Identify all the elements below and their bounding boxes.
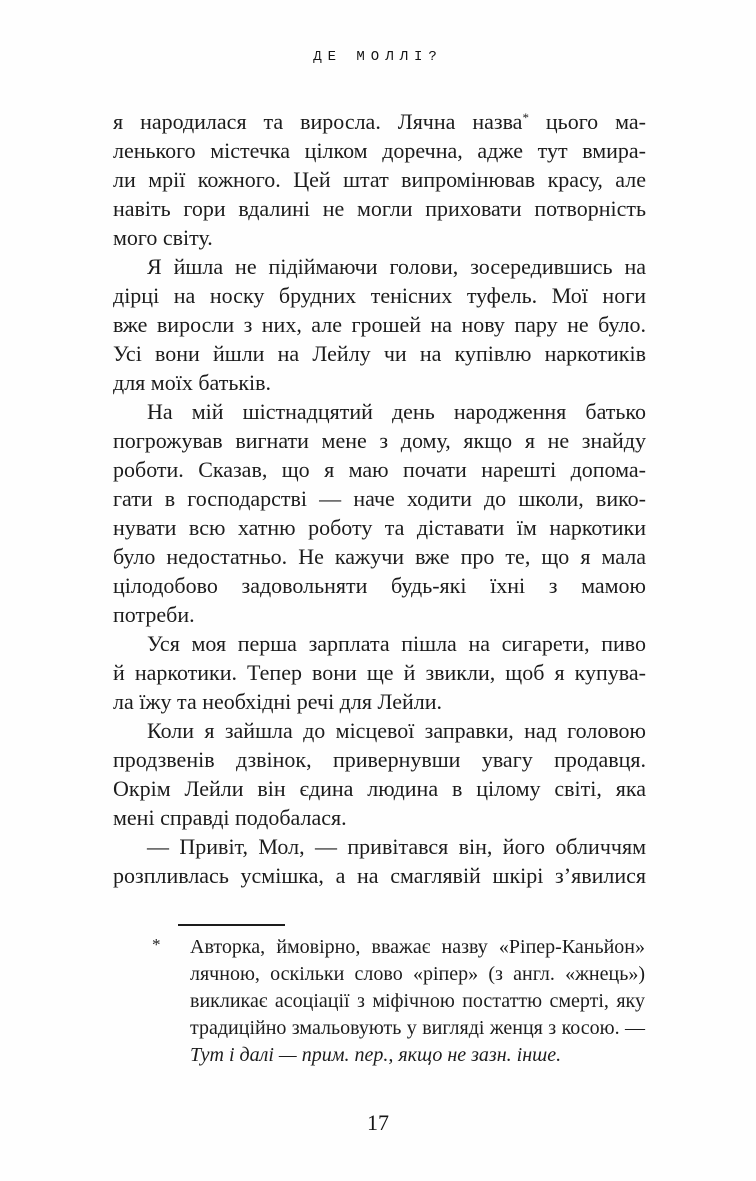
footnote-lines [190,934,645,1069]
footnote-divider [178,924,285,926]
text-line-p3-5: нувати всю хатню роботу та діставати їм наркотики [113,515,646,540]
text-line-p6-2: розпливлась усмішка, а на смаглявій шкірі з’явилися [113,863,646,888]
body-text [113,107,646,890]
footnote-line-5: Тут і далі — прим. пер., якщо не зазн. інше. [190,1044,562,1066]
page-number: 17 [367,1110,389,1135]
text-line-p1-1: я народилася та виросла. Лячна назва* цього ма- [113,109,646,134]
text-line-p5-4: мені справді подобалася. [113,805,347,830]
text-line-p1-5: мого світу. [113,225,213,250]
text-line-p5-1: Коли я зайшла до місцевої заправки, над головою [147,718,646,743]
text-line-p3-6: було недостатньо. Не кажучи вже про те, що я мала [113,544,646,569]
text-line-p4-1: Уся моя перша зарплата пішла на сигарети, пиво [147,631,646,656]
text-line-p4-2: й наркотики. Тепер вони ще й звикли, щоб я купува- [113,660,646,685]
text-line-p5-3: Окрім Лейли він єдина людина в цілому світі, яка [113,776,646,801]
footnote [152,934,645,1069]
text-line-p2-1: Я йшла не підіймаючи голови, зосередившись на [147,254,646,279]
text-line-p1-3: ли мрії кожного. Цей штат випромінював красу, але [113,167,646,192]
text-line-p3-8: потреби. [113,602,195,627]
text-line-p3-7: цілодобово задовольняти будь-які їхні з мамою [113,573,646,598]
text-line-p3-1: На мій шістнадцятий день народження батько [147,399,646,424]
text-line-p2-4: Усі вони йшли на Лейлу чи на купівлю наркотиків [113,341,646,366]
text-line-p2-2: дірці на носку брудних тенісних туфель. Мої ноги [113,283,646,308]
text-line-p6-1: — Привіт, Мол, — привітався він, його обличчям [147,834,646,859]
running-head: ДЕ МОЛЛІ? [313,49,443,65]
text-line-p2-3: вже виросли з них, але грошей на нову пару не було. [113,312,646,337]
footnote-line-4: традиційно змальовують у вигляді женця з косою. — [190,1017,645,1039]
footnote-marker: * [152,935,161,954]
text-line-p5-2: продзвенів дзвінок, привернувши увагу продавця. [113,747,646,772]
text-line-p2-5: для моїх батьків. [113,370,272,395]
text-line-p1-2: ленького містечка цілком доречна, адже тут вмира- [113,138,646,163]
footnote-line-3: викликає асоціації з міфічною постаттю смерті, яку [190,990,645,1012]
text-line-p3-2: погрожував вигнати мене з дому, якщо я не знайду [113,428,646,453]
text-line-p1-4: навіть гори вдалині не могли приховати потворність [113,196,646,221]
text-line-p3-3: роботи. Сказав, що я маю почати нарешті допома- [113,457,646,482]
footnote-reference-asterisk: * [522,110,529,125]
footnote-line-2: лячною, оскільки слово «ріпер» (з англ. «жнець») [190,963,645,985]
text-line-p3-4: гати в господарстві — наче ходити до школи, вико- [113,486,646,511]
footnote-line-1: Авторка, ймовірно, вважає назву «Ріпер-Каньйон» [190,936,645,958]
text-line-p4-3: ла їжу та необхідні речі для Лейли. [113,689,443,714]
